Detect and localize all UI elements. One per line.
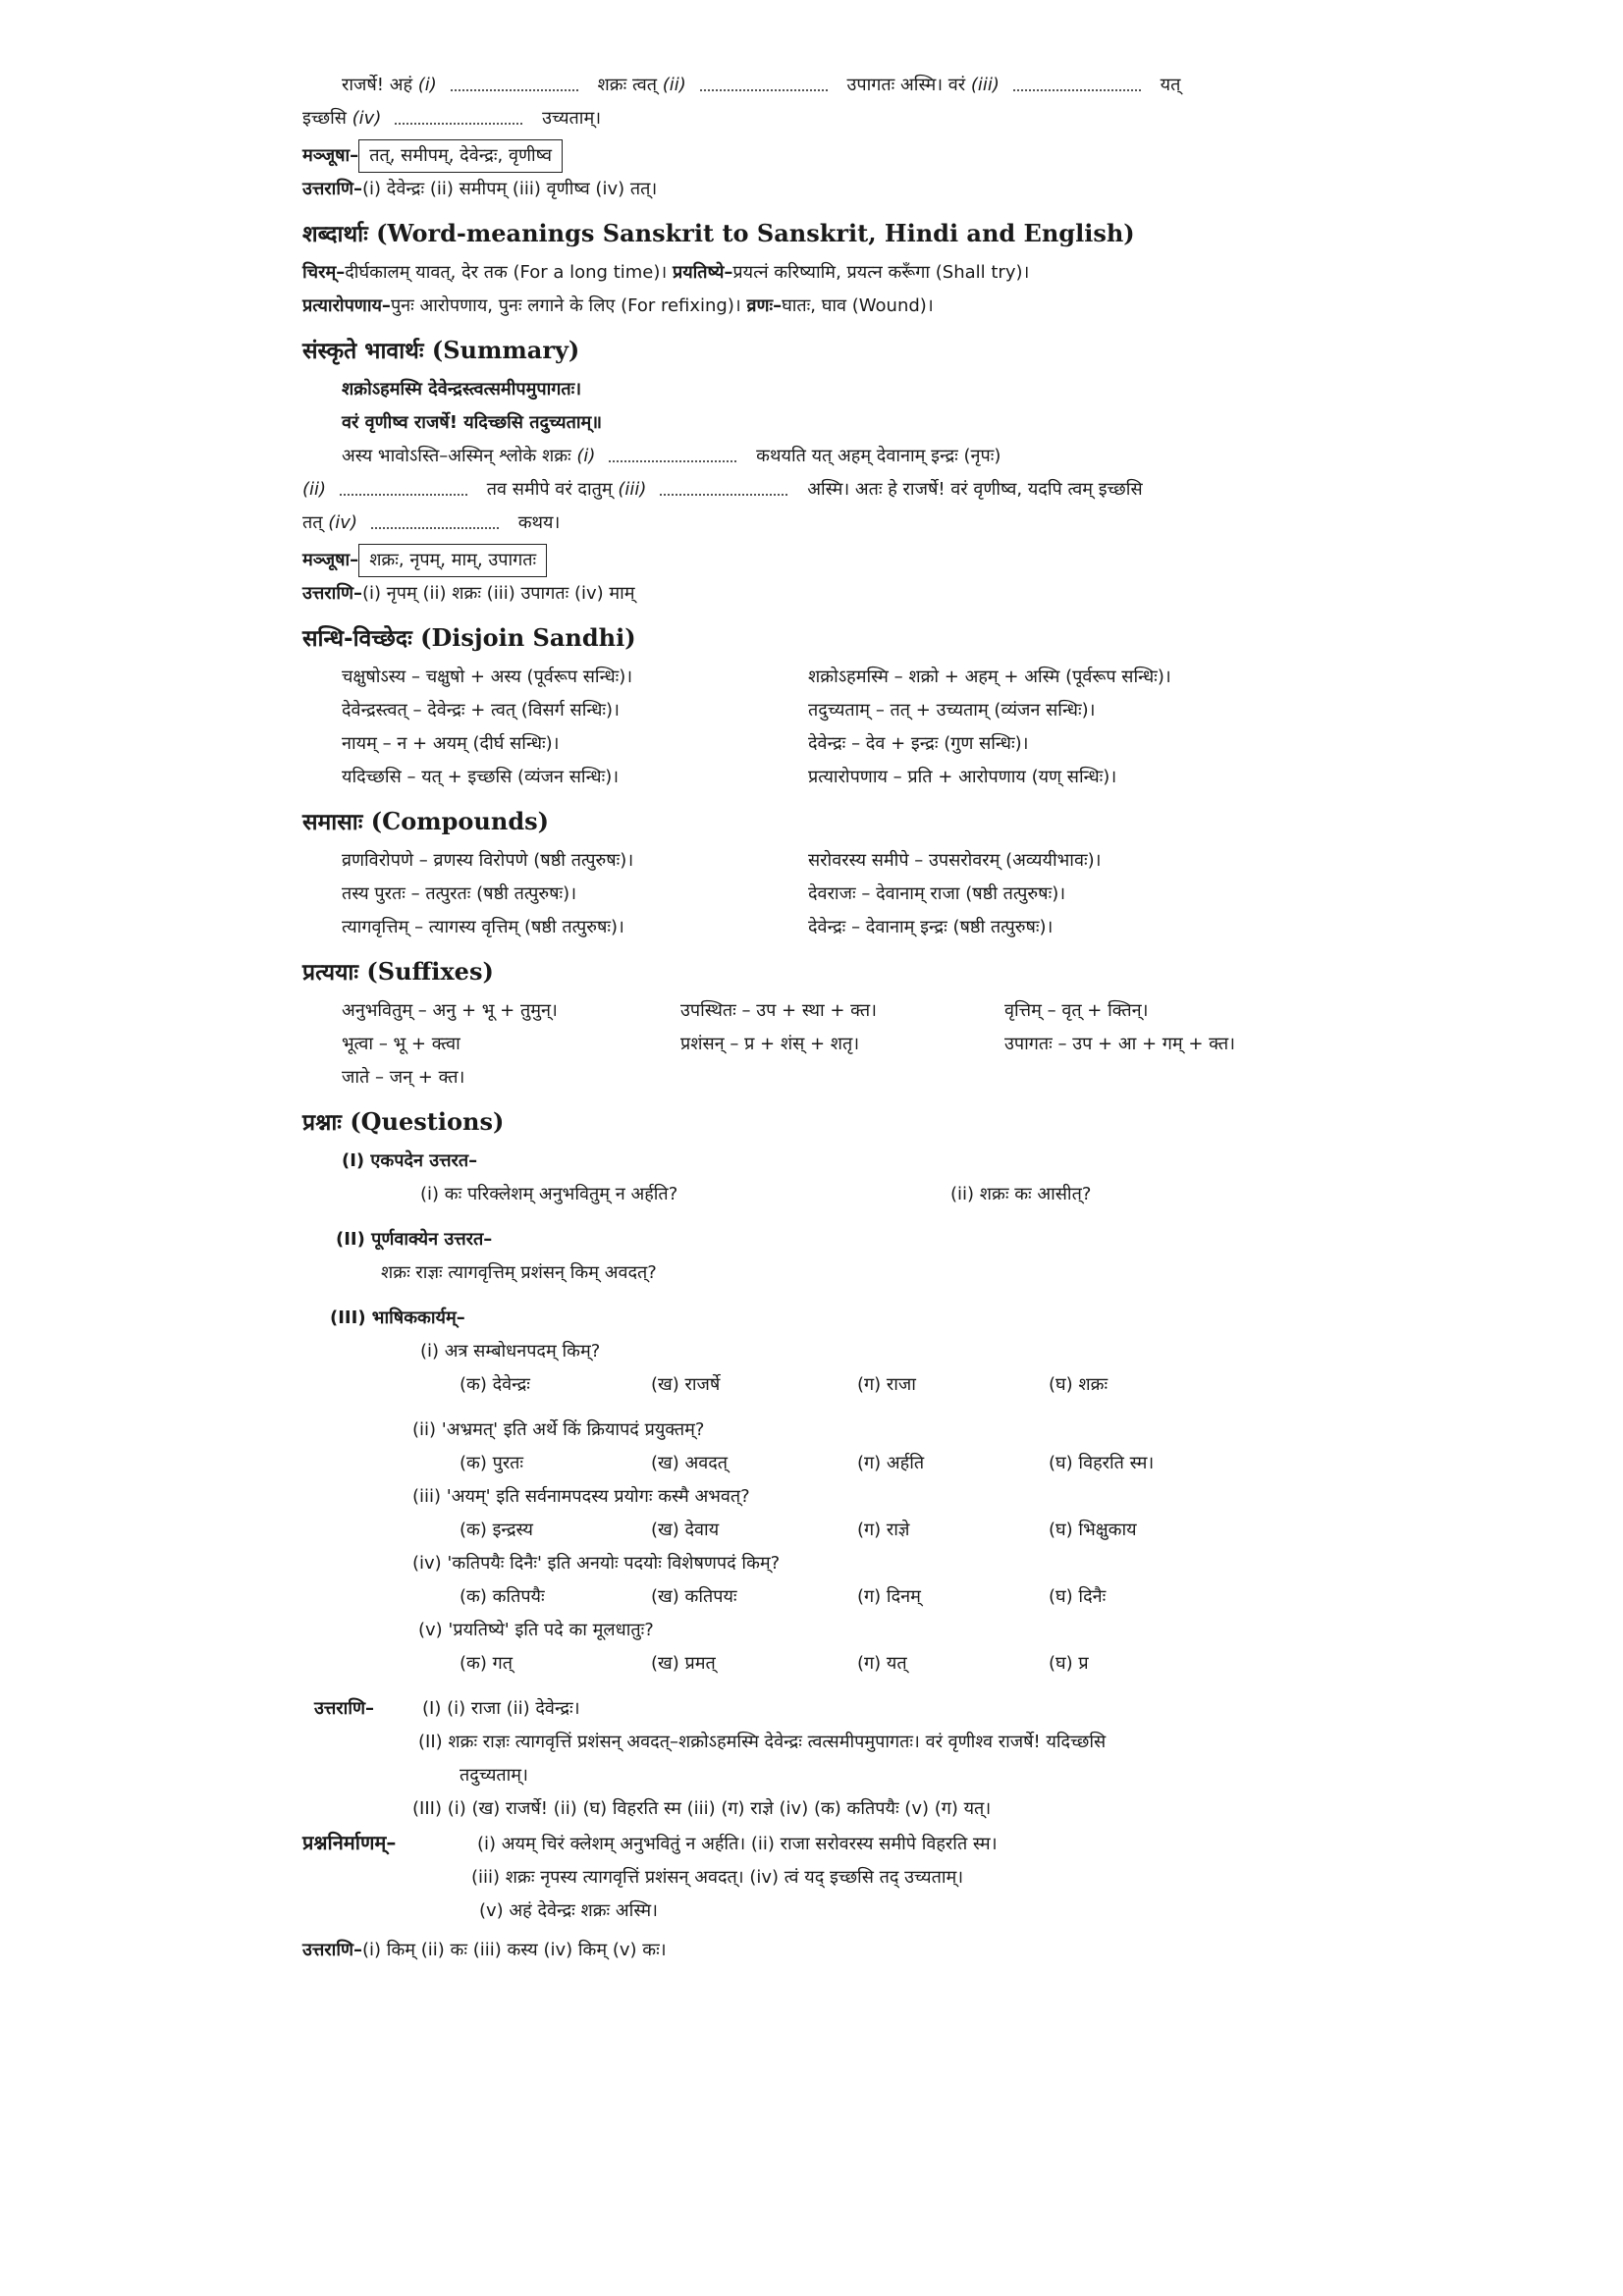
- split: तत् + उच्यताम् (व्यंजन सन्धिः)।: [890, 700, 1096, 721]
- question-part-3-label: (III) भाषिककार्यम्–: [330, 1308, 465, 1328]
- verse-line-2: वरं वृणीष्व राजर्षे! यदिच्छसि तदुच्यताम्॥: [342, 412, 603, 433]
- mcq-option: (ग) अर्हति: [857, 1453, 925, 1473]
- question-item: (ii) शक्रः कः आसीत्?: [950, 1184, 1092, 1204]
- blank-number: (iii): [618, 479, 647, 500]
- text: राजर्षे! अहं: [342, 75, 413, 95]
- suffix-item: [1004, 1061, 1338, 1095]
- word: यदिच्छसि: [342, 767, 402, 787]
- manjusha-1: [302, 139, 1333, 173]
- heading-sanskrit: प्रत्ययाः: [302, 960, 359, 986]
- section-heading-summary: [302, 329, 1333, 373]
- mcq-option: (क) कतिपयैः: [460, 1586, 545, 1607]
- split: प्रति + आरोपणाय (यण् सन्धिः)।: [907, 767, 1117, 787]
- mcq-options: [302, 1514, 1333, 1547]
- mcq-option: (घ) प्र: [1049, 1653, 1089, 1674]
- mcq-question: (iii) 'अयम्' इति सर्वनामपदस्य प्रयोगः कस्मै अभवत्?: [412, 1486, 750, 1507]
- question-part-1-items: [302, 1178, 1333, 1211]
- heading-english: (Summary): [431, 336, 580, 364]
- mcq-option: (ख) देवाय: [651, 1520, 720, 1540]
- mcq-option: (ख) राजर्षे: [651, 1374, 721, 1395]
- text: अस्य भावोऽस्ति–अस्मिन् श्लोके शक्रः: [342, 446, 571, 466]
- blank: [371, 517, 499, 529]
- heading-english: (Disjoin Sandhi): [420, 623, 636, 652]
- text: तव समीपे वरं दातुम्: [486, 479, 613, 500]
- mcq-option: (घ) दिनैः: [1049, 1586, 1107, 1607]
- question-formation-line-1: [302, 1826, 1333, 1861]
- exercise-line-1: [302, 69, 1333, 102]
- word-meanings-line-2: [302, 290, 1333, 323]
- split: चक्षुषो + अस्य (पूर्वरूप सन्धिः)।: [425, 667, 633, 687]
- blank: [700, 80, 828, 91]
- section-heading-sandhi: [302, 616, 1333, 661]
- question-item: (i) कः परिक्लेशम् अनुभवितुम् न अर्हति?: [420, 1184, 678, 1204]
- split: व्रणस्य विरोपणे (षष्ठी तत्पुरुषः)।: [433, 850, 634, 871]
- summary-paragraph-line-3: [302, 507, 1333, 540]
- word: देवराजः: [808, 883, 856, 904]
- manjusha-label: मञ्जूषा–: [302, 550, 359, 570]
- mcq-question: (ii) 'अभ्रमत्' इति अर्थे किं क्रियापदं प्रयुक्तम्?: [412, 1419, 705, 1440]
- question-formation-text: (iii) शक्रः नृपस्य त्यागवृत्तिं प्रशंसन् अवदत्। (iv) त्वं यद् इच्छसि तद् उच्यताम्।: [471, 1867, 964, 1888]
- answers-text: (i) नृपम् (ii) शक्रः (iii) उपागतः (iv) माम्: [362, 583, 635, 604]
- mcq-options: [302, 1580, 1333, 1614]
- split: उपसरोवरम् (अव्ययीभावः)।: [929, 850, 1102, 871]
- question-formation-text: (i) अयम् चिरं क्लेशम् अनुभवितुं न अर्हति। (ii) राजा सरोवरस्य समीपे विहरति स्म।: [477, 1834, 998, 1854]
- manjusha-box: तत्, समीपम्, देवेन्द्रः, वृणीष्व: [358, 139, 563, 173]
- word: प्रयतिष्ये–: [672, 262, 733, 283]
- dash: –: [851, 733, 861, 754]
- answers-2: [302, 577, 1333, 611]
- mcq-option: (ग) राज्ञे: [857, 1520, 910, 1540]
- word: सरोवरस्य समीपे: [808, 850, 909, 871]
- question-formation-text: (v) अहं देवेन्द्रः शक्रः अस्मि।: [479, 1900, 658, 1921]
- meaning: दीर्घकालम् यावत्, देर तक (For a long time)।: [345, 262, 668, 283]
- sandhi-table: [302, 661, 1333, 794]
- compound-row: [342, 878, 808, 911]
- sandhi-row: [808, 694, 1319, 727]
- mcq-option: (ग) राजा: [857, 1374, 916, 1395]
- word-meanings-line-1: [302, 256, 1333, 290]
- summary-paragraph-line-1: [302, 440, 1333, 473]
- word: देवेन्द्रस्त्वत्: [342, 700, 407, 721]
- sandhi-row: [808, 727, 1319, 761]
- dash: –: [410, 667, 420, 687]
- word: प्रत्यारोपणाय: [808, 767, 888, 787]
- blank-number: (i): [576, 446, 596, 466]
- blank-number: (iii): [970, 75, 1000, 95]
- split: तत्पुरतः (षष्ठी तत्पुरुषः)।: [425, 883, 577, 904]
- text: इच्छसि: [302, 108, 347, 129]
- dash: –: [406, 767, 416, 787]
- split: त्यागस्य वृत्तिम् (षष्ठी तत्पुरुषः)।: [428, 917, 624, 937]
- mcq-option: (घ) विहरति स्म।: [1049, 1453, 1155, 1473]
- answers-text: (i) किम् (ii) कः (iii) कस्य (iv) किम् (v) कः।: [362, 1940, 667, 1960]
- word: शक्रोऽहमस्मि: [808, 667, 889, 687]
- heading-english: (Questions): [350, 1107, 505, 1136]
- heading-sanskrit: शब्दार्थाः: [302, 222, 368, 247]
- text: कथयति यत् अहम् देवानाम् इन्द्रः (नृपः): [756, 446, 1001, 466]
- split: यत् + इच्छसि (व्यंजन सन्धिः)।: [421, 767, 620, 787]
- blank: [1013, 80, 1141, 91]
- mcq-options: [302, 1647, 1333, 1681]
- compound-row: [808, 911, 1319, 944]
- word: व्रणः–: [746, 295, 783, 316]
- split: देवानाम् राजा (षष्ठी तत्पुरुषः)।: [876, 883, 1066, 904]
- heading-sanskrit: संस्कृते भावार्थः: [302, 339, 424, 364]
- sandhi-row: [342, 727, 808, 761]
- meaning: प्रयत्नं करिष्यामि, प्रयत्न करूँगा (Shall try)।: [732, 262, 1030, 283]
- mcq-option: (क) गत्: [460, 1653, 513, 1674]
- blank: [340, 484, 467, 496]
- dash: –: [382, 733, 392, 754]
- split: देवेन्द्रः + त्वत् (विसर्ग सन्धिः)।: [427, 700, 620, 721]
- textbook-page: [302, 69, 1333, 1967]
- compound-row: [342, 911, 808, 944]
- answer-part-2: (II) शक्रः राज्ञः त्यागवृत्तिं प्रशंसन् अवदत्–शक्रोऽहमस्मि देवेन्द्रः त्वत्समीपमुपागतः। वरं वृणीश्व राजर्षे! यदिच्छसि: [418, 1732, 1107, 1752]
- suffix-item: भूत्वा – भू + क्त्वा: [342, 1034, 460, 1054]
- mcq-options: [302, 1368, 1333, 1402]
- manjusha-box: शक्रः, नृपम्, माम्, उपागतः: [358, 544, 547, 577]
- section-heading-word-meanings: [302, 212, 1333, 256]
- split: देवानाम् इन्द्रः (षष्ठी तत्पुरुषः)।: [865, 917, 1054, 937]
- suffix-item: उपस्थितः – उप + स्था + क्त।: [680, 1000, 877, 1021]
- suffix-item: अनुभवितुम् – अनु + भू + तुमुन्।: [342, 1000, 558, 1021]
- blank-number: (i): [417, 75, 437, 95]
- word: नायम्: [342, 733, 377, 754]
- mcq-options: [302, 1447, 1333, 1480]
- mcq-option: (क) इन्द्रस्य: [460, 1520, 533, 1540]
- text: कथय।: [517, 512, 561, 533]
- dash: –: [414, 917, 424, 937]
- mcq-option: (ख) कतिपयः: [651, 1586, 737, 1607]
- blank-number: (ii): [662, 75, 686, 95]
- dash: –: [893, 767, 902, 787]
- split: देव + इन्द्रः (गुण सन्धिः)।: [865, 733, 1029, 754]
- text: उच्यताम्।: [542, 108, 602, 129]
- mcq-option: (घ) शक्रः: [1049, 1374, 1109, 1395]
- blank: [395, 113, 522, 125]
- mcq-option: (ख) अवदत्: [651, 1453, 729, 1473]
- dash: –: [418, 850, 428, 871]
- verse-line-1: शक्रोऽहमस्मि देवेन्द्रस्त्वत्समीपमुपागतः।: [342, 379, 582, 400]
- mcq-option: (क) देवेन्द्रः: [460, 1374, 530, 1395]
- dash: –: [851, 917, 861, 937]
- dash: –: [893, 667, 903, 687]
- word: व्रणविरोपणे: [342, 850, 413, 871]
- section-heading-questions: [302, 1100, 1333, 1145]
- heading-english: (Word-meanings Sanskrit to Sanskrit, Hindi and English): [376, 219, 1135, 247]
- blank-number: (iv): [352, 108, 382, 129]
- text: शक्रः त्वत्: [597, 75, 658, 95]
- word: त्यागवृत्तिम्: [342, 917, 409, 937]
- heading-sanskrit: प्रश्नाः: [302, 1110, 342, 1136]
- mcq-option: (ग) दिनम्: [857, 1586, 921, 1607]
- heading-english: (Suffixes): [366, 957, 494, 986]
- blank-number: (ii): [302, 479, 327, 500]
- mcq-option: (ग) यत्: [857, 1653, 907, 1674]
- answers-label: उत्तराणि–: [314, 1698, 375, 1719]
- text: तत्: [302, 512, 323, 533]
- meaning: घातः, घाव (Wound)।: [782, 295, 934, 316]
- split: न + अयम् (दीर्घ सन्धिः)।: [397, 733, 560, 754]
- blank: [609, 451, 736, 462]
- manjusha-label: मञ्जूषा–: [302, 145, 359, 166]
- suffixes-table: [302, 994, 1333, 1095]
- suffix-item: [680, 1061, 1004, 1095]
- compound-row: [808, 878, 1319, 911]
- compound-row: [342, 844, 808, 878]
- dash: –: [914, 850, 924, 871]
- sandhi-row: [342, 761, 808, 794]
- suffix-item: उपागतः – उप + आ + गम् + क्त।: [1004, 1034, 1235, 1054]
- dash: –: [861, 883, 871, 904]
- answers-label: उत्तराणि–: [302, 1940, 363, 1960]
- word: चिरम्–: [302, 262, 346, 283]
- summary-paragraph-line-2: [302, 473, 1333, 507]
- manjusha-2: [302, 544, 1333, 577]
- meaning: पुनः आरोपणाय, पुनः लगाने के लिए (For refixing)।: [390, 295, 741, 316]
- question-part-1-label: (I) एकपदेन उत्तरत–: [342, 1150, 478, 1171]
- text: यत्: [1160, 75, 1181, 95]
- sandhi-row: [808, 761, 1319, 794]
- heading-english: (Compounds): [370, 807, 549, 835]
- suffix-item: वृत्तिम् – वृत् + क्तिन्।: [1004, 1000, 1149, 1021]
- sandhi-row: [342, 661, 808, 694]
- mcq-question: (iv) 'कतिपयैः दिनैः' इति अनयोः पदयोः विशेषणपदं किम्?: [412, 1553, 781, 1574]
- word: प्रत्यारोपणाय–: [302, 295, 391, 316]
- split: शक्रो + अहम् + अस्मि (पूर्वरूप सन्धिः)।: [908, 667, 1171, 687]
- word: चक्षुषोऽस्य: [342, 667, 406, 687]
- answers-label: उत्तराणि–: [302, 583, 363, 604]
- blank: [660, 484, 787, 496]
- word: तस्य पुरतः: [342, 883, 406, 904]
- text: उपागतः अस्मि। वरं: [846, 75, 966, 95]
- word: देवेन्द्रः: [808, 917, 846, 937]
- sandhi-row: [808, 661, 1319, 694]
- mcq-question: (v) 'प्रयतिष्ये' इति पदे का मूलधातुः?: [418, 1620, 654, 1640]
- blank-number: (iv): [328, 512, 357, 533]
- question-part-2-label: (II) पूर्णवाक्येन उत्तरत–: [336, 1229, 493, 1250]
- dash: –: [875, 700, 885, 721]
- section-heading-suffixes: [302, 950, 1333, 994]
- question-formation-label: प्रश्ननिर्माणम्–: [302, 1831, 397, 1854]
- mcq-question: (i) अत्र सम्बोधनपदम् किम्?: [420, 1341, 601, 1362]
- blank: [451, 80, 578, 91]
- dash: –: [410, 883, 420, 904]
- answers-text: (i) देवेन्द्रः (ii) समीपम् (iii) वृणीष्व (iv) तत्।: [362, 179, 658, 199]
- mcq-option: (ख) प्रमत्: [651, 1653, 716, 1674]
- sandhi-row: [342, 694, 808, 727]
- suffix-item: प्रशंसन् – प्र + शंस् + शतृ।: [680, 1034, 860, 1054]
- text: अस्मि। अतः हे राजर्षे! वरं वृणीष्व, यदपि त्वम् इच्छसि: [807, 479, 1143, 500]
- heading-sanskrit: समासाः: [302, 810, 363, 835]
- heading-sanskrit: सन्धि-विच्छेदः: [302, 626, 412, 652]
- answers-1: [302, 173, 1333, 206]
- answers-block: [302, 1692, 1333, 1726]
- question-item: शक्रः राज्ञः त्यागवृत्तिम् प्रशंसन् किम् अवदत्?: [381, 1262, 657, 1283]
- compound-row: [808, 844, 1319, 878]
- question-formation-answers: [302, 1934, 1333, 1967]
- answer-part-1: (I) (i) राजा (ii) देवेन्द्रः।: [422, 1698, 580, 1719]
- answer-part-3: (III) (i) (ख) राजर्षे! (ii) (घ) विहरति स्म (iii) (ग) राज्ञे (iv) (क) कतिपयैः (v) (ग) यत्।: [412, 1798, 992, 1819]
- exercise-line-2: [302, 102, 1333, 135]
- section-heading-compounds: [302, 800, 1333, 844]
- word: तदुच्यताम्: [808, 700, 871, 721]
- word: देवेन्द्रः: [808, 733, 846, 754]
- compounds-table: [302, 844, 1333, 944]
- dash: –: [412, 700, 422, 721]
- answer-part-2-continued: तदुच्यताम्।: [460, 1765, 528, 1786]
- suffix-item: जाते – जन् + क्त।: [342, 1067, 465, 1088]
- mcq-option: (क) पुरतः: [460, 1453, 524, 1473]
- answers-label: उत्तराणि–: [302, 179, 363, 199]
- mcq-option: (घ) भिक्षुकाय: [1049, 1520, 1137, 1540]
